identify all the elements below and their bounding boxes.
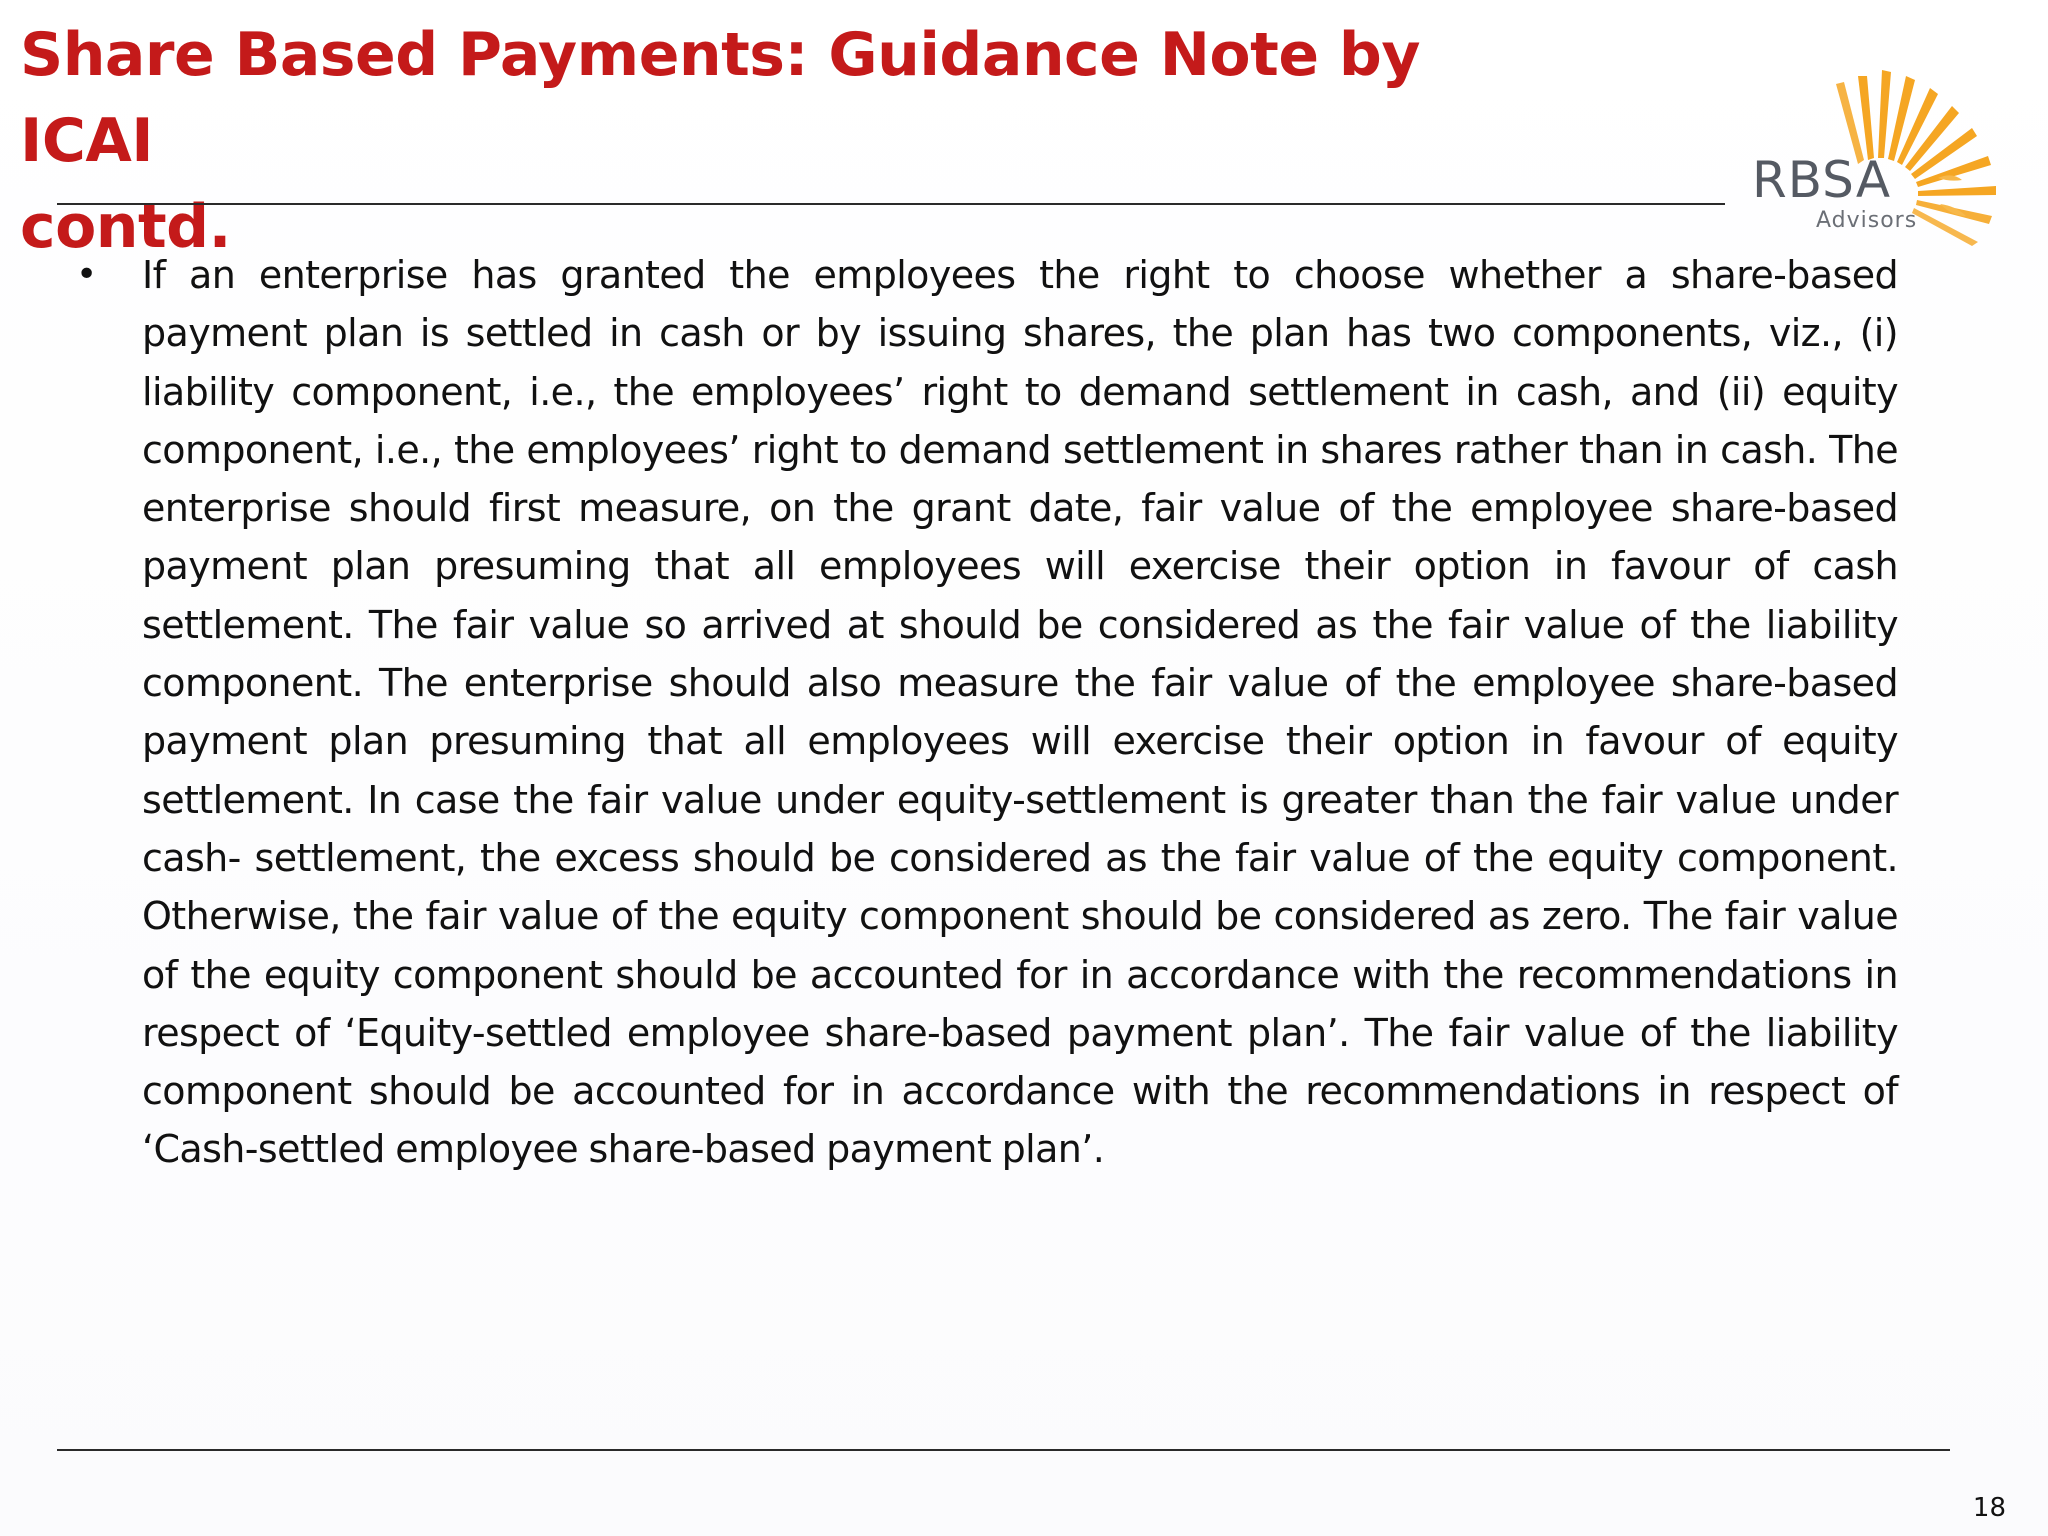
slide-content xyxy=(74,246,1898,1179)
page-number: 18 xyxy=(1972,1493,2006,1523)
header-divider xyxy=(57,203,1725,205)
bullet-item xyxy=(74,246,1898,1179)
slide-title xyxy=(20,12,1520,270)
slide-title-line-2: contd. xyxy=(20,192,231,262)
bullet-text: If an enterprise has granted the employees the right to choose whether a share-based payment plan is settled in cash or by issuing shares, the plan has two components, viz., (i) liability component, i.e., the employees’ right to demand settlement in cash, and (ii) equity component, i.e., the employees’ right to demand settlement in shares rather than in cash. The enterprise should first measure, on the grant date, fair value of the employee share-based payment plan presuming that all employees will exercise their option in favour of cash settlement. The fair value so arrived at should be considered as the fair value of the liability component. The enterprise should also measure the fair value of the employee share-based payment plan presuming that all employees will exercise their option in favour of equity settlement. In case the fair value under equity-settlement is greater than the fair value under cash- settlement, the excess should be considered as the fair value of the equity component. Otherwise, the fair value of the equity component should be considered as zero. The fair value of the equity component should be accounted for in accordance with the recommendations in respect of ‘Equity-settled employee share-based payment plan’. The fair value of the liability component should be accounted for in accordance with the recommendations in respect of ‘Cash-settled employee share-based payment plan’. xyxy=(142,253,1898,1172)
slide-title-line-1: Share Based Payments: Guidance Note by ICAI xyxy=(20,20,1420,176)
footer-divider xyxy=(57,1449,1950,1451)
bullet-dot-icon: • xyxy=(76,254,98,295)
rbsa-advisors-logo xyxy=(1740,66,2020,246)
logo-subtitle: Advisors xyxy=(1816,208,1918,233)
logo-wordmark: RBSA xyxy=(1752,151,1892,209)
